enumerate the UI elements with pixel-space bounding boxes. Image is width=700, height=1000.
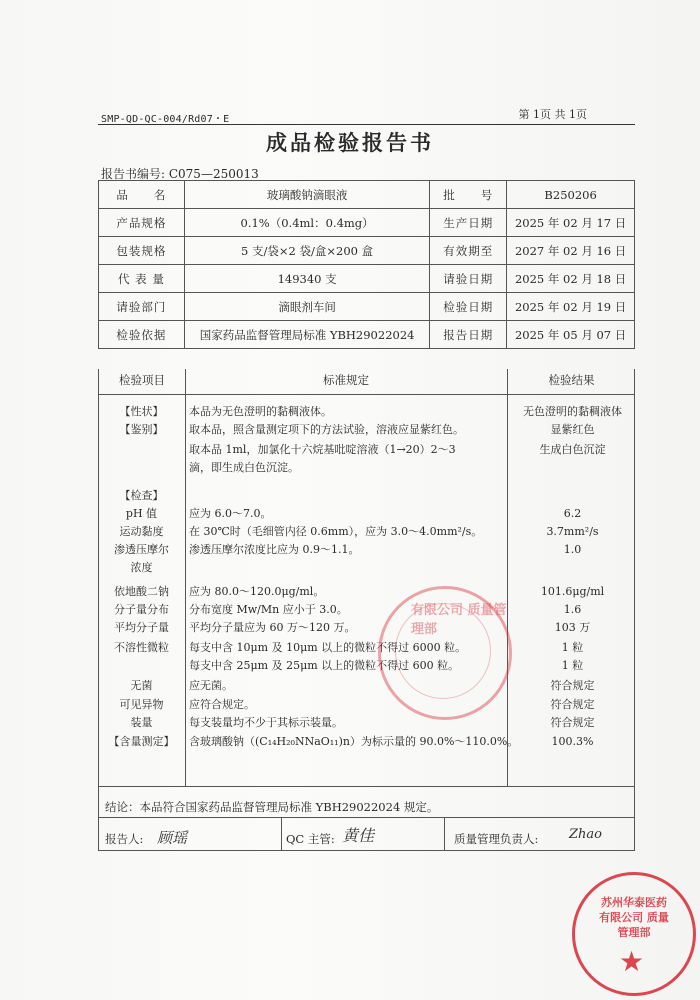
inspection-row bbox=[99, 559, 636, 577]
header-item: 检验项目 bbox=[119, 373, 165, 387]
inspection-row bbox=[99, 421, 636, 439]
standard-text: 应无菌。 bbox=[189, 679, 233, 692]
info-label: 有效期至 bbox=[430, 237, 507, 265]
inspection-row bbox=[99, 459, 636, 477]
result-value: 符合规定 bbox=[550, 716, 595, 729]
info-value: 2025 年 02 月 19 日 bbox=[507, 293, 635, 321]
info-value: 国家药品监督管理局标准 YBH29022024 bbox=[184, 321, 430, 349]
reporter-signature: 顾瑶 bbox=[157, 829, 188, 847]
inspection-row bbox=[99, 541, 636, 559]
info-label: 品 名 bbox=[99, 181, 185, 209]
item-name: 装量 bbox=[130, 716, 153, 729]
qc-label: QC 主管: bbox=[286, 832, 335, 846]
inspection-row bbox=[99, 639, 636, 657]
signature-divider bbox=[99, 817, 634, 818]
standard-text: 在 30℃时（毛细管内径 0.6mm），应为 3.0～4.0mm²/s。 bbox=[189, 525, 483, 538]
result-value: 生成白色沉淀 bbox=[539, 443, 606, 456]
item-name: 可见异物 bbox=[119, 698, 164, 711]
info-label: 请验部门 bbox=[99, 293, 185, 321]
info-value: 149340 支 bbox=[184, 265, 430, 293]
inspection-row bbox=[99, 523, 636, 541]
item-name: 【性状】 bbox=[119, 405, 164, 418]
info-label: 包装规格 bbox=[99, 237, 185, 265]
inspection-row bbox=[99, 677, 636, 695]
signature-divider bbox=[281, 817, 282, 851]
standard-text: 取本品 1ml，加氯化十六烷基吡啶溶液（1→20）2～3 bbox=[189, 443, 456, 456]
item-name: 【含量测定】 bbox=[108, 735, 175, 748]
info-value: 玻璃酸钠滴眼液 bbox=[184, 181, 430, 209]
info-row bbox=[99, 265, 635, 293]
inspection-section bbox=[98, 369, 635, 851]
seal-text: 有限公司 质量管理部 bbox=[411, 603, 507, 637]
result-value: 符合规定 bbox=[550, 698, 595, 711]
info-label: 报告日期 bbox=[430, 321, 507, 349]
info-value: B250206 bbox=[507, 181, 635, 209]
item-name: 【检查】 bbox=[119, 489, 164, 502]
header-divider-line bbox=[99, 394, 634, 395]
inspection-row bbox=[99, 657, 636, 675]
company-seal bbox=[378, 586, 512, 720]
inspection-row bbox=[99, 487, 636, 505]
standard-text: 渗透压摩尔浓度比应为 0.9～1.1。 bbox=[189, 543, 360, 556]
item-name: 分子量分布 bbox=[114, 603, 169, 616]
inspection-row bbox=[99, 714, 636, 732]
report-number: 报告书编号: C075—250013 bbox=[101, 167, 259, 181]
standard-text: 应为 80.0～120.0μg/ml。 bbox=[189, 585, 325, 598]
info-value: 2025 年 05 月 07 日 bbox=[507, 321, 635, 349]
result-value: 1 粒 bbox=[561, 641, 584, 654]
info-value: 0.1%（0.4ml：0.4mg） bbox=[184, 209, 430, 237]
item-name: 依地酸二钠 bbox=[114, 585, 169, 598]
header-standard: 标准规定 bbox=[323, 373, 369, 387]
item-name: 不溶性微粒 bbox=[114, 641, 169, 654]
standard-text: 每支装量均不少于其标示装量。 bbox=[189, 716, 343, 729]
info-value: 2025 年 02 月 17 日 bbox=[507, 209, 635, 237]
result-value: 显紫红色 bbox=[550, 423, 595, 436]
qm-signature: Zhao bbox=[569, 827, 602, 842]
seal-text: 苏州华泰医药有限公司 质量管理部 bbox=[599, 896, 669, 939]
info-label: 批 号 bbox=[430, 181, 507, 209]
info-row bbox=[99, 209, 635, 237]
item-name: 无菌 bbox=[130, 679, 153, 692]
info-label: 检验日期 bbox=[430, 293, 507, 321]
info-value: 2027 年 02 月 16 日 bbox=[507, 237, 635, 265]
info-value: 2025 年 02 月 18 日 bbox=[507, 265, 635, 293]
page-info: 第 1页 共 1页 bbox=[518, 108, 587, 121]
qc-signature: 黄佳 bbox=[342, 826, 375, 845]
standard-text: 应为 6.0～7.0。 bbox=[189, 507, 272, 520]
item-name: 运动黏度 bbox=[119, 525, 164, 538]
inspection-row bbox=[99, 601, 636, 619]
info-row bbox=[99, 321, 635, 349]
info-label: 产品规格 bbox=[99, 209, 185, 237]
standard-text: 含玻璃酸钠（(C₁₄H₂₀NNaO₁₁)n）为标示量的 90.0%～110.0%。 bbox=[189, 735, 519, 748]
reporter-label: 报告人: bbox=[105, 832, 144, 846]
star-icon: ★ bbox=[619, 945, 645, 978]
info-label: 生产日期 bbox=[430, 209, 507, 237]
conclusion-divider bbox=[99, 786, 634, 787]
inspection-row bbox=[99, 441, 636, 459]
standard-text: 分布宽度 Mw/Mn 应小于 3.0。 bbox=[189, 603, 348, 616]
inspection-row bbox=[99, 583, 636, 601]
result-value: 103 万 bbox=[554, 621, 591, 634]
product-info-table bbox=[98, 180, 635, 349]
inspection-row bbox=[99, 505, 636, 523]
header-divider bbox=[98, 124, 635, 125]
item-name: 渗透压摩尔 bbox=[114, 543, 169, 556]
item-name: 浓度 bbox=[130, 561, 153, 574]
result-value: 101.6μg/ml bbox=[540, 585, 605, 598]
standard-text: 滴，即生成白色沉淀。 bbox=[189, 461, 299, 474]
result-value: 1.6 bbox=[563, 603, 582, 616]
inspection-row bbox=[99, 733, 636, 751]
signature-divider bbox=[444, 817, 445, 851]
standard-text: 本品为无色澄明的黏稠液体。 bbox=[189, 405, 332, 418]
item-name: 【鉴别】 bbox=[119, 423, 164, 436]
standard-text: 应符合规定。 bbox=[189, 698, 255, 711]
inspection-row bbox=[99, 619, 636, 637]
info-value: 5 支/袋×2 袋/盒×200 盒 bbox=[184, 237, 430, 265]
info-label: 请验日期 bbox=[430, 265, 507, 293]
quality-dept-seal bbox=[572, 872, 696, 996]
result-value: 1.0 bbox=[563, 543, 582, 556]
info-row bbox=[99, 237, 635, 265]
standard-text: 每支中含 10μm 及 10μm 以上的微粒不得过 6000 粒。 bbox=[189, 641, 467, 654]
item-name: pH 值 bbox=[125, 507, 158, 520]
info-row bbox=[99, 181, 635, 209]
inspection-row bbox=[99, 403, 636, 421]
result-value: 100.3% bbox=[551, 735, 594, 748]
qm-label: 质量管理负责人: bbox=[454, 832, 539, 846]
info-label: 检验依据 bbox=[99, 321, 185, 349]
result-value: 无色澄明的黏稠液体 bbox=[523, 405, 622, 418]
result-value: 1 粒 bbox=[561, 659, 584, 672]
standard-text: 每支中含 25μm 及 25μm 以上的微粒不得过 600 粒。 bbox=[189, 659, 460, 672]
result-value: 6.2 bbox=[563, 507, 582, 520]
result-value: 符合规定 bbox=[550, 679, 595, 692]
document-code: SMP-QD-QC-004/Rd07・E bbox=[101, 114, 230, 125]
item-name: 平均分子量 bbox=[114, 621, 169, 634]
info-label: 代 表 量 bbox=[99, 265, 185, 293]
info-row bbox=[99, 293, 635, 321]
result-value: 3.7mm²/s bbox=[546, 525, 599, 538]
standard-text: 取本品，照含量测定项下的方法试验，溶液应显紫红色。 bbox=[189, 423, 464, 436]
page-title: 成品检验报告书 bbox=[266, 131, 434, 155]
info-value: 滴眼剂车间 bbox=[184, 293, 430, 321]
standard-text: 平均分子量应为 60 万～120 万。 bbox=[189, 621, 356, 634]
conclusion-text: 结论：本品符合国家药品监督管理局标准 YBH29022024 规定。 bbox=[105, 800, 439, 814]
inspection-row bbox=[99, 696, 636, 714]
header-result: 检验结果 bbox=[548, 373, 595, 387]
